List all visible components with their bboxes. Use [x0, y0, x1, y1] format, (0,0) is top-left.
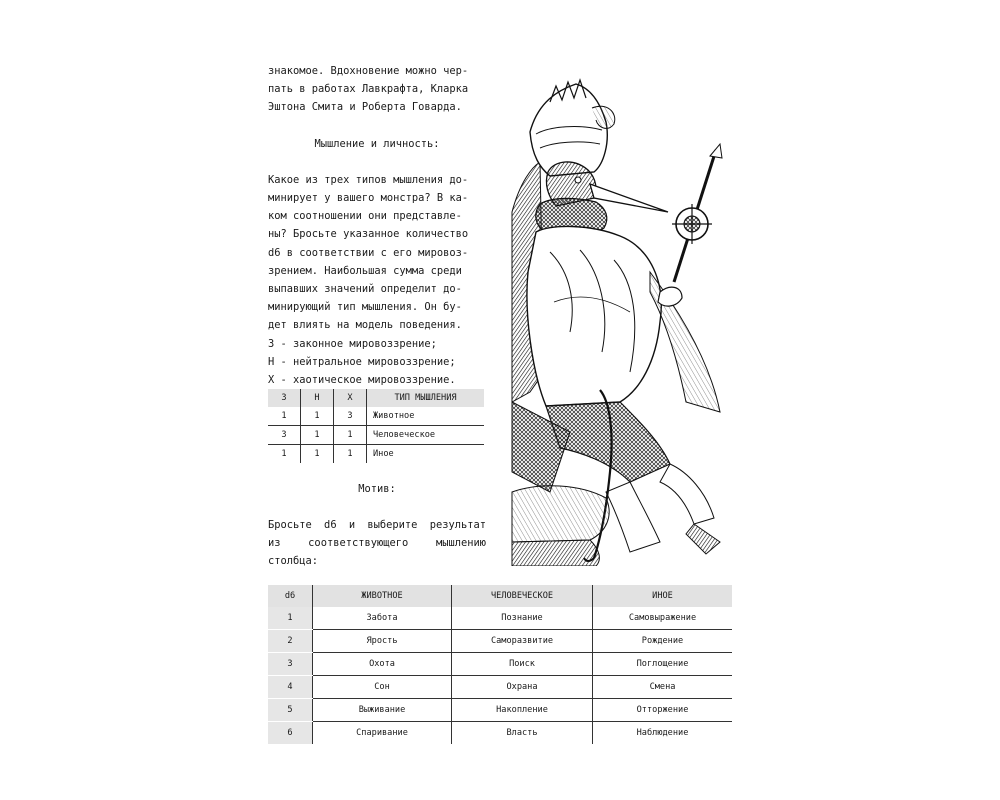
thinking-line: выпавших значений определит до- — [268, 283, 462, 296]
intro-line: знакомое. Вдохновение можно чер- — [268, 65, 469, 77]
table-row — [268, 630, 732, 653]
table-header-row — [268, 585, 732, 607]
table-cell: Человеческое — [367, 426, 485, 445]
table-cell: Сон — [313, 676, 452, 699]
table-cell: 3 — [268, 426, 301, 445]
table-cell: Ярость — [313, 630, 452, 653]
table-cell: 1 — [268, 407, 301, 426]
table-cell: Саморазвитие — [452, 630, 593, 653]
table-cell: Самовыражение — [593, 607, 733, 630]
motive-line: Бросьте d6 и выберите результат — [268, 519, 486, 531]
roll-number: 4 — [268, 676, 313, 699]
table-cell: Смена — [593, 676, 733, 699]
thinking-line: дет влиять на модель поведения. — [268, 319, 462, 332]
table-cell: 1 — [334, 426, 367, 445]
thinking-line: ком соотношении они представле- — [268, 210, 462, 223]
table-row — [268, 722, 732, 745]
table-cell: Власть — [452, 722, 593, 745]
roll-number: 1 — [268, 607, 313, 630]
text-column — [268, 62, 486, 389]
thinking-line: минирует у вашего монстра? В ка- — [268, 192, 469, 205]
table-cell: 3 — [334, 407, 367, 426]
header-other: ИНОЕ — [593, 585, 733, 607]
table-row — [268, 445, 484, 464]
roll-number: 6 — [268, 722, 313, 745]
table-cell: Отторжение — [593, 699, 733, 722]
thinking-line: зрением. Наибольшая сумма среди — [268, 264, 462, 277]
table-cell: 1 — [301, 445, 334, 464]
table-row — [268, 607, 732, 630]
intro-line: пать в работах Лавкрафта, Кларка — [268, 83, 469, 96]
motive-line: столбца: — [268, 555, 319, 568]
motive-line: из соответствующего мышлению — [268, 537, 486, 550]
section-title-thinking: Мышление и личность: — [314, 137, 440, 150]
roll-number: 2 — [268, 630, 313, 653]
table-cell: 1 — [301, 407, 334, 426]
header-human: ЧЕЛОВЕЧЕСКОЕ — [452, 585, 593, 607]
intro-line: Эштона Смита и Роберта Говарда. — [268, 101, 462, 114]
table-cell: Поглощение — [593, 653, 733, 676]
table-cell: Накопление — [452, 699, 593, 722]
table-row — [268, 407, 484, 426]
thinking-line: Какое из трех типов мышления до- — [268, 173, 469, 186]
table-cell: Охота — [313, 653, 452, 676]
header-d6: d6 — [268, 585, 313, 607]
header-animal: ЖИВОТНОЕ — [313, 585, 452, 607]
header-neutral: Н — [301, 389, 334, 407]
table-cell: Наблюдение — [636, 728, 689, 738]
table-cell: 1 — [334, 445, 367, 464]
table-cell: Забота — [313, 607, 452, 630]
thinking-type-table — [268, 389, 484, 463]
header-thinking-type: ТИП МЫШЛЕНИЯ — [367, 389, 485, 407]
header-chaotic: Х — [334, 389, 367, 407]
table-row — [268, 426, 484, 445]
header-lawful: З — [268, 389, 301, 407]
table-row — [268, 653, 732, 676]
table-cell: Выживание — [313, 699, 452, 722]
alignment-legend-chaotic: Х - хаотическое мировоззрение. — [268, 374, 456, 387]
table-cell: Рождение — [593, 630, 733, 653]
motive-paragraph — [268, 516, 486, 571]
table-row — [268, 699, 732, 722]
table-cell: 1 — [268, 445, 301, 464]
alignment-legend-neutral: Н - нейтральное мировоззрение; — [268, 355, 456, 368]
roll-number: 3 — [268, 653, 313, 676]
table-row — [268, 676, 732, 699]
table-cell: Животное — [367, 407, 485, 426]
table-cell: Охрана — [452, 676, 593, 699]
roll-number: 5 — [268, 699, 313, 722]
table-cell: Познание — [452, 607, 593, 630]
table-cell: Спаривание — [313, 722, 452, 745]
bird-king-engraving-illustration — [510, 72, 732, 566]
motive-table — [268, 585, 732, 744]
table-header-row — [268, 389, 484, 407]
table-cell: 1 — [301, 426, 334, 445]
thinking-line: d6 в соответствии с его мировоз- — [268, 246, 469, 259]
table-cell: Иное — [373, 449, 394, 459]
alignment-legend-lawful: З - законное мировоззрение; — [268, 337, 437, 350]
table-cell: Поиск — [452, 653, 593, 676]
section-title-motive: Мотив: — [358, 483, 396, 495]
thinking-line: ны? Бросьте указанное количество — [268, 228, 469, 241]
thinking-line: минирующий тип мышления. Он бу- — [268, 301, 462, 314]
